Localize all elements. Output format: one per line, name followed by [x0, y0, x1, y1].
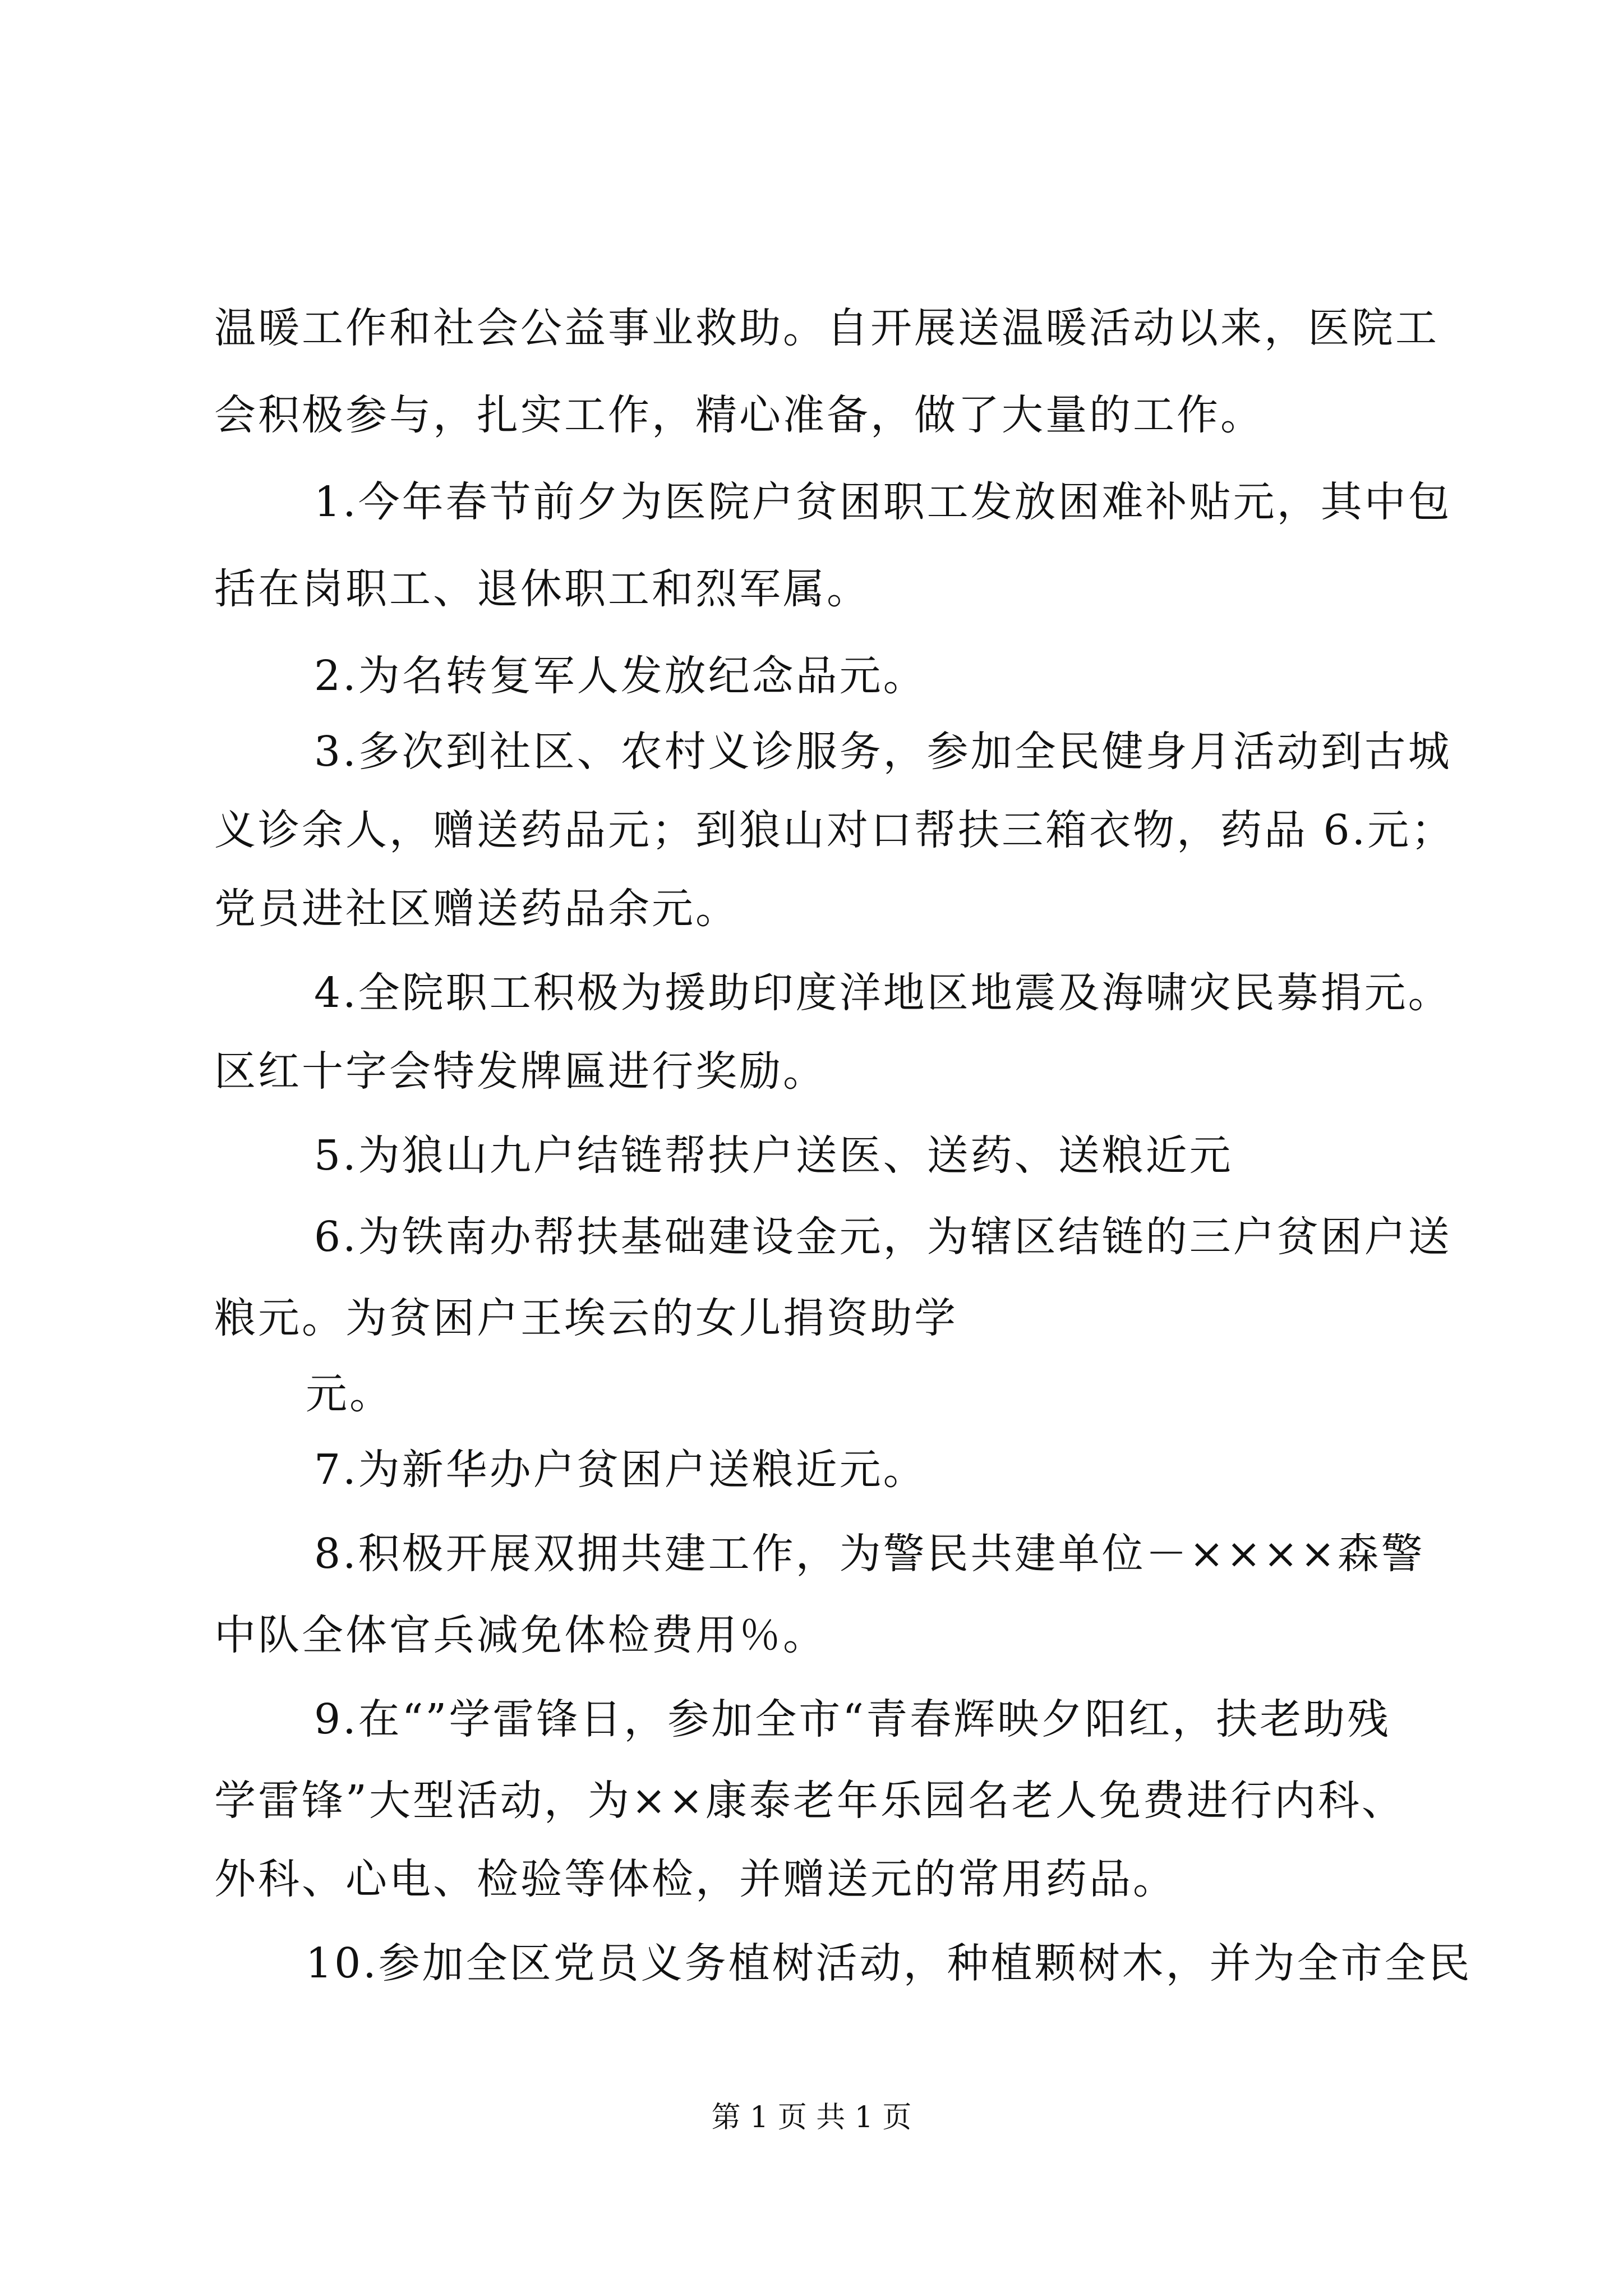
- text-line-5: 2.为名转复军人发放纪念品元。: [314, 652, 927, 700]
- text-line-15: 7.为新华办户贫困户送粮近元。: [314, 1446, 927, 1494]
- text-line-6: 3.多次到社区、农村义诊服务，参加全民健身月活动到古城: [314, 728, 1452, 776]
- text-line-17: 中队全体官兵减免体检费用％。: [214, 1611, 827, 1659]
- text-line-12: 6.为铁南办帮扶基础建设金元，为辖区结链的三户贫困户送: [314, 1213, 1452, 1261]
- text-line-20: 外科、心电、检验等体检，并赠送元的常用药品。: [214, 1855, 1177, 1903]
- text-line-7: 义诊余人，赠送药品元；到狼山对口帮扶三箱衣物，药品 6.元；: [214, 806, 1455, 854]
- text-line-13: 粮元。为贫困户王埃云的女儿捐资助学: [214, 1294, 958, 1342]
- text-line-8: 党员进社区赠送药品余元。: [214, 885, 739, 933]
- text-line-9: 4.全院职工积极为援助印度洋地区地震及海啸灾民募捐元。: [314, 969, 1452, 1017]
- text-line-21: 10.参加全区党员义务植树活动，种植颗树木，并为全市全民: [306, 1939, 1472, 1987]
- text-line-19: 学雷锋”大型活动，为××康泰老年乐园名老人免费进行内科、: [214, 1777, 1405, 1825]
- text-line-18: 9.在“”学雷锋日，参加全市“青春辉映夕阳红，扶老助残: [314, 1695, 1391, 1743]
- text-line-3: 1.今年春节前夕为医院户贫困职工发放困难补贴元，其中包: [314, 478, 1452, 526]
- text-line-11: 5.为狼山九户结链帮扶户送医、送药、送粮近元: [314, 1131, 1233, 1180]
- text-line-2: 会积极参与，扎实工作，精心准备，做了大量的工作。: [214, 391, 1264, 439]
- page-footer: 第 1 页 共 1 页: [711, 2101, 912, 2134]
- text-line-10: 区红十字会特发牌匾进行奖励。: [214, 1047, 827, 1096]
- text-line-14: 元。: [306, 1370, 393, 1418]
- text-line-1: 温暖工作和社会公益事业救助。自开展送温暖活动以来，医院工: [214, 304, 1439, 352]
- text-line-4: 括在岗职工、退休职工和烈军属。: [214, 565, 870, 613]
- text-line-16: 8.积极开展双拥共建工作，为警民共建单位－××××森警: [314, 1530, 1425, 1578]
